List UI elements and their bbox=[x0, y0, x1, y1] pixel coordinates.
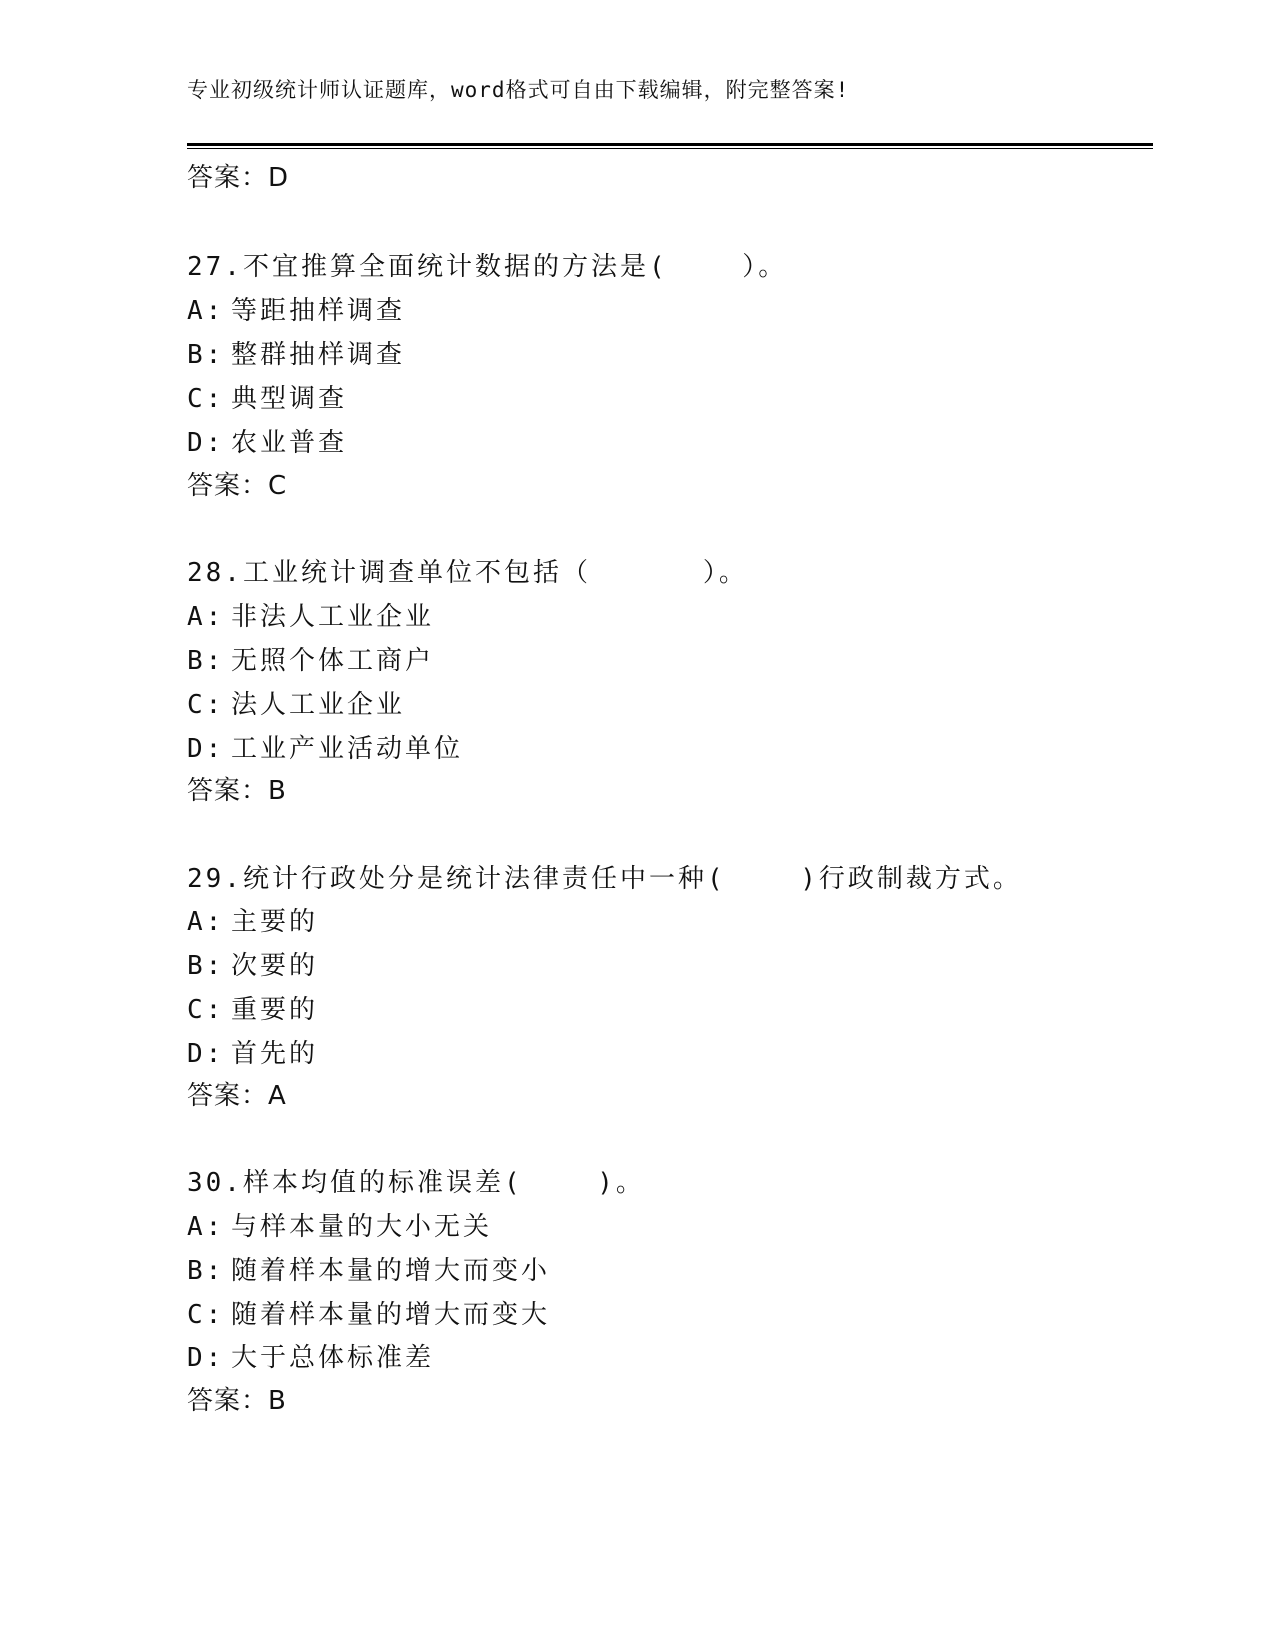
option-label: C: bbox=[187, 1300, 225, 1330]
option-text: 重要的 bbox=[231, 995, 319, 1025]
option-30-b bbox=[187, 1250, 550, 1287]
option-29-d bbox=[187, 1033, 318, 1070]
option-label: B: bbox=[187, 1256, 225, 1286]
option-label: D: bbox=[187, 734, 225, 764]
option-30-c bbox=[187, 1294, 550, 1331]
option-label: C: bbox=[187, 995, 225, 1025]
option-label: A: bbox=[187, 602, 225, 632]
option-label: D: bbox=[187, 1343, 225, 1373]
option-text: 农业普查 bbox=[231, 428, 348, 458]
option-text: 法人工业企业 bbox=[231, 690, 406, 720]
option-text: 次要的 bbox=[231, 951, 319, 981]
option-label: A: bbox=[187, 907, 225, 937]
option-label: C: bbox=[187, 690, 225, 720]
option-29-c bbox=[187, 989, 318, 1026]
question-stem-28: 28.工业统计调查单位不包括（ ）。 bbox=[187, 558, 748, 588]
option-text: 随着样本量的增大而变小 bbox=[231, 1256, 551, 1286]
option-30-a bbox=[187, 1206, 492, 1243]
option-label: B: bbox=[187, 340, 225, 370]
header-rule-thin bbox=[187, 148, 1153, 149]
option-30-d bbox=[187, 1337, 434, 1374]
option-label: A: bbox=[187, 1212, 225, 1242]
option-text: 首先的 bbox=[231, 1039, 319, 1069]
option-label: D: bbox=[187, 428, 225, 458]
option-28-c bbox=[187, 684, 405, 721]
option-text: 主要的 bbox=[231, 907, 319, 937]
option-29-b bbox=[187, 945, 318, 982]
option-27-a bbox=[187, 290, 405, 327]
option-text: 工业产业活动单位 bbox=[231, 734, 464, 764]
option-label: D: bbox=[187, 1039, 225, 1069]
option-text: 随着样本量的增大而变大 bbox=[231, 1300, 551, 1330]
option-28-a bbox=[187, 596, 434, 633]
answer-30: 答案：B bbox=[187, 1386, 287, 1416]
previous-answer: 答案：D bbox=[187, 163, 290, 193]
option-text: 与样本量的大小无关 bbox=[231, 1212, 493, 1242]
page-header: 专业初级统计师认证题库，word格式可自由下载编辑，附完整答案! bbox=[187, 78, 850, 102]
option-27-c bbox=[187, 378, 347, 415]
option-28-b bbox=[187, 640, 434, 677]
option-label: B: bbox=[187, 951, 225, 981]
option-29-a bbox=[187, 901, 318, 938]
answer-27: 答案：C bbox=[187, 471, 288, 501]
option-28-d bbox=[187, 728, 463, 765]
answer-29: 答案：A bbox=[187, 1081, 287, 1111]
option-text: 大于总体标准差 bbox=[231, 1343, 435, 1373]
option-label: A: bbox=[187, 296, 225, 326]
option-label: C: bbox=[187, 384, 225, 414]
question-stem-29: 29.统计行政处分是统计法律责任中一种( )行政制裁方式。 bbox=[187, 864, 1022, 894]
option-text: 非法人工业企业 bbox=[231, 602, 435, 632]
option-27-d bbox=[187, 422, 347, 459]
option-27-b bbox=[187, 334, 405, 371]
option-text: 整群抽样调查 bbox=[231, 340, 406, 370]
question-stem-27: 27.不宜推算全面统计数据的方法是( ）。 bbox=[187, 252, 788, 282]
option-text: 典型调查 bbox=[231, 384, 348, 414]
option-text: 无照个体工商户 bbox=[231, 646, 435, 676]
option-text: 等距抽样调查 bbox=[231, 296, 406, 326]
option-label: B: bbox=[187, 646, 225, 676]
header-rule-thick bbox=[187, 143, 1153, 146]
question-stem-30: 30.样本均值的标准误差( )。 bbox=[187, 1168, 645, 1198]
answer-28: 答案：B bbox=[187, 776, 287, 806]
